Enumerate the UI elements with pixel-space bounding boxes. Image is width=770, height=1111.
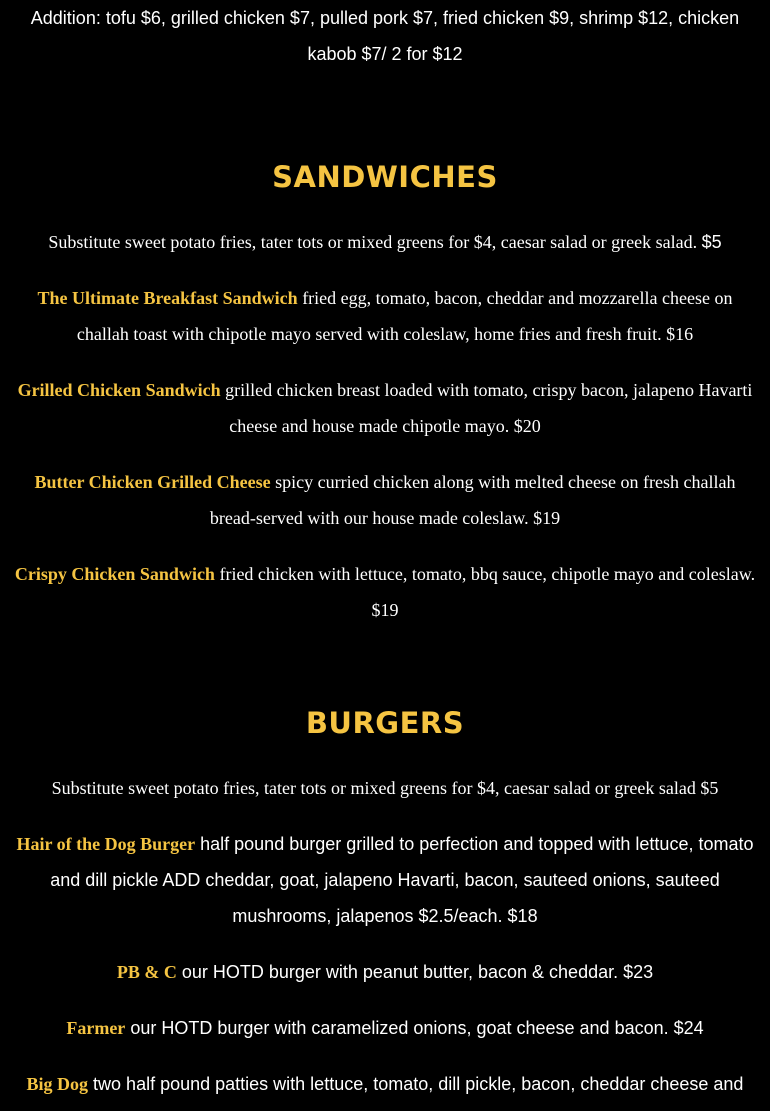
sandwiches-note-text: Substitute sweet potato fries, tater tots or mixed greens for $4, caesar salad or greek salad. [48,232,702,252]
menu-item-name: The Ultimate Breakfast Sandwich [37,288,298,308]
menu-item-big-dog [10,1066,760,1102]
menu-item-hair-of-the-dog-burger [10,826,760,934]
menu-item-name: Crispy Chicken Sandwich [14,564,215,584]
menu-item-name: Hair of the Dog Burger [16,834,196,854]
menu-item-desc: fried egg, tomato, bacon, cheddar and mozzarella cheese on challah toast with chipotle mayo served with coleslaw, home fries and fresh fruit. $16 [76,288,733,344]
menu-item-pb-and-c [10,954,760,990]
addition-note: Addition: tofu $6, grilled chicken $7, pulled pork $7, fried chicken $9, shrimp $12, chicken kabob $7/ 2 for $12 [30,8,740,64]
menu-item-desc: spicy curried chicken along with melted cheese on fresh challah bread-served with our house made coleslaw. $19 [209,472,736,528]
menu-item-desc: two half pound patties with lettuce, tomato, dill pickle, bacon, cheddar cheese and [88,1074,744,1094]
menu-item-name: PB & C [116,962,177,982]
menu-item-crispy-chicken-sandwich [10,556,760,628]
menu-item-desc: our HOTD burger with peanut butter, bacon & cheddar. $23 [176,962,654,982]
sandwiches-heading: SANDWICHES [272,160,498,194]
menu-item-name: Grilled Chicken Sandwich [17,380,221,400]
menu-item-desc: half pound burger grilled to perfection and topped with lettuce, tomato and dill pickle ADD cheddar, goat, jalapeno Havarti, bacon, sauteed onions, sauteed mushrooms, jalapenos $2.5/each. $18 [50,834,754,926]
menu-item-desc: our HOTD burger with caramelized onions, goat cheese and bacon. $24 [125,1018,704,1038]
menu-item-desc: fried chicken with lettuce, tomato, bbq sauce, chipotle mayo and coleslaw. $19 [214,564,756,620]
sandwiches-note-price: $5 [701,232,722,252]
burgers-substitute-note: Substitute sweet potato fries, tater tots or mixed greens for $4, caesar salad or greek salad $5 [51,778,719,798]
menu-item-desc: grilled chicken breast loaded with tomato, crispy bacon, jalapeno Havarti cheese and house made chipotle mayo. $20 [220,380,753,436]
menu-item-breakfast-sandwich [10,280,760,352]
burgers-heading: BURGERS [305,706,465,740]
menu-item-farmer [10,1010,760,1046]
menu-item-name: Big Dog [26,1074,89,1094]
menu-item-grilled-chicken-sandwich [10,372,760,444]
menu-item-butter-chicken-grilled-cheese [10,464,760,536]
sandwiches-substitute-note [10,224,760,260]
menu-item-name: Farmer [66,1018,126,1038]
menu-item-name: Butter Chicken Grilled Cheese [34,472,271,492]
